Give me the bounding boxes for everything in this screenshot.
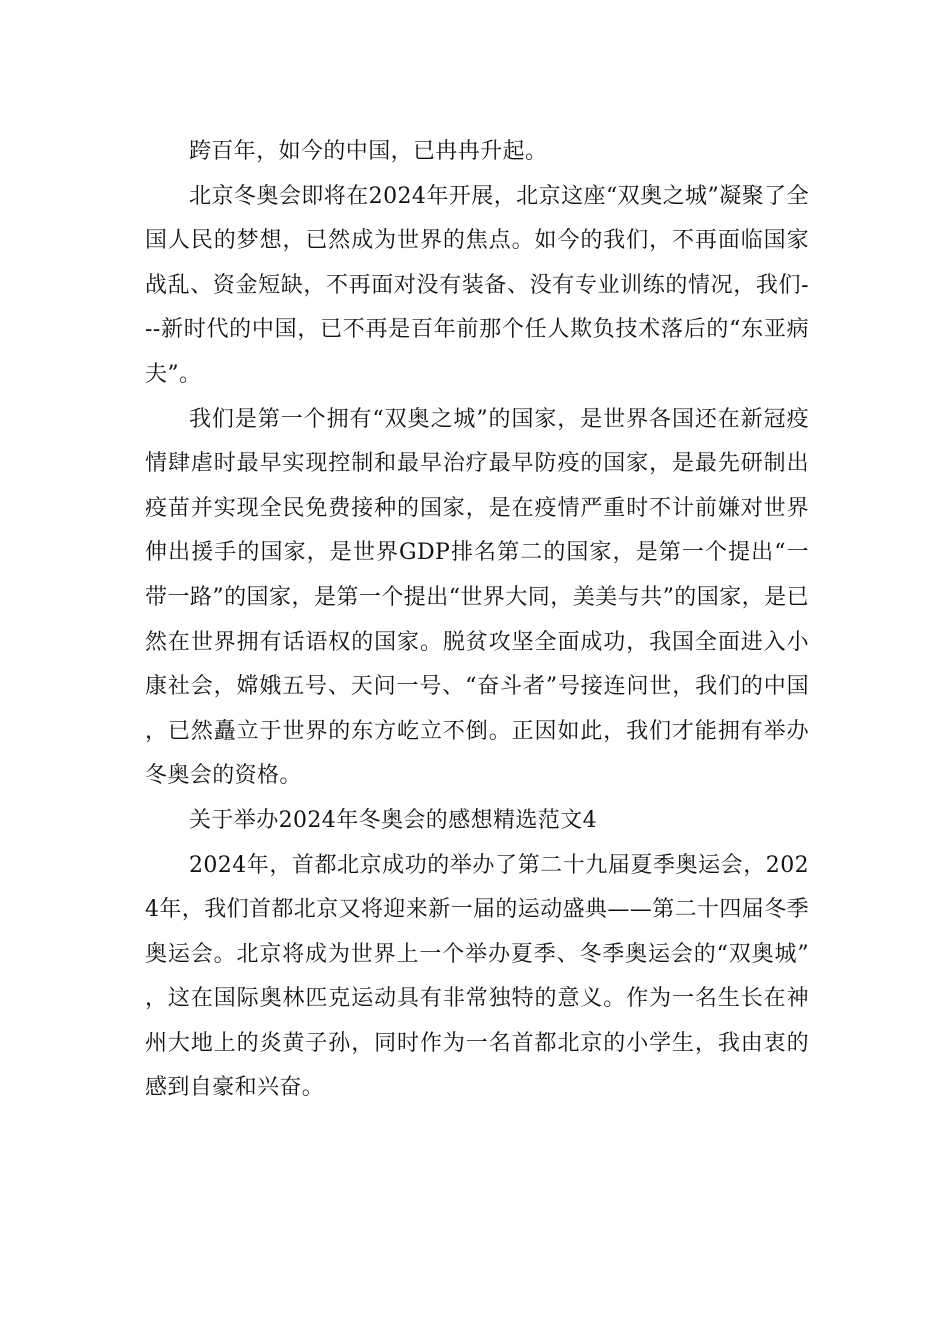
section-heading: 关于举办2024年冬奥会的感想精选范文4	[189, 807, 597, 833]
paragraph-4: 2024年，首都北京成功的举办了第二十九届夏季奥运会，2024年，我们首都北京又将迎来新一届的运动盛典——第二十四届冬季奥运会。北京将成为世界上一个举办夏季、冬季奥运会的“双奥城”，这在国际奥林匹克运动具有非常独特的意义。作为一名生长在神州大地上的炎黄子孙，同时作为一名首都北京的小学生，我由衷的感到自豪和兴奋。	[145, 852, 809, 1101]
paragraph-1: 跨百年，如今的中国，已冉冉升起。	[189, 139, 548, 164]
paragraph-3: 我们是第一个拥有“双奥之城”的国家，是世界各国还在新冠疫情肆虐时最早实现控制和最早治疗最早防疫的国家，是最先研制出疫苗并实现全民免费接种的国家，是在疫情严重时不计前嫌对世界伸出援手的国家，是世界GDP排名第二的国家，是第一个提出“一带一路”的国家，是第一个提出“世界大同，美美与共”的国家，是已然在世界拥有话语权的国家。脱贫攻坚全面成功，我国全面进入小康社会，嫦娥五号、天问一号、“奋斗者”号接连问世，我们的中国，已然矗立于世界的东方屹立不倒。正因如此，我们才能拥有举办冬奥会的资格。	[145, 406, 809, 789]
document-page	[145, 130, 809, 1111]
paragraph-2: 北京冬奥会即将在2024年开展，北京这座“双奥之城”凝聚了全国人民的梦想，已然成为世界的焦点。如今的我们，不再面临国家战乱、资金短缺，不再面对没有装备、没有专业训练的情况，我们---新时代的中国，已不再是百年前那个任人欺负技术落后的“东亚病夫”。	[145, 183, 809, 387]
